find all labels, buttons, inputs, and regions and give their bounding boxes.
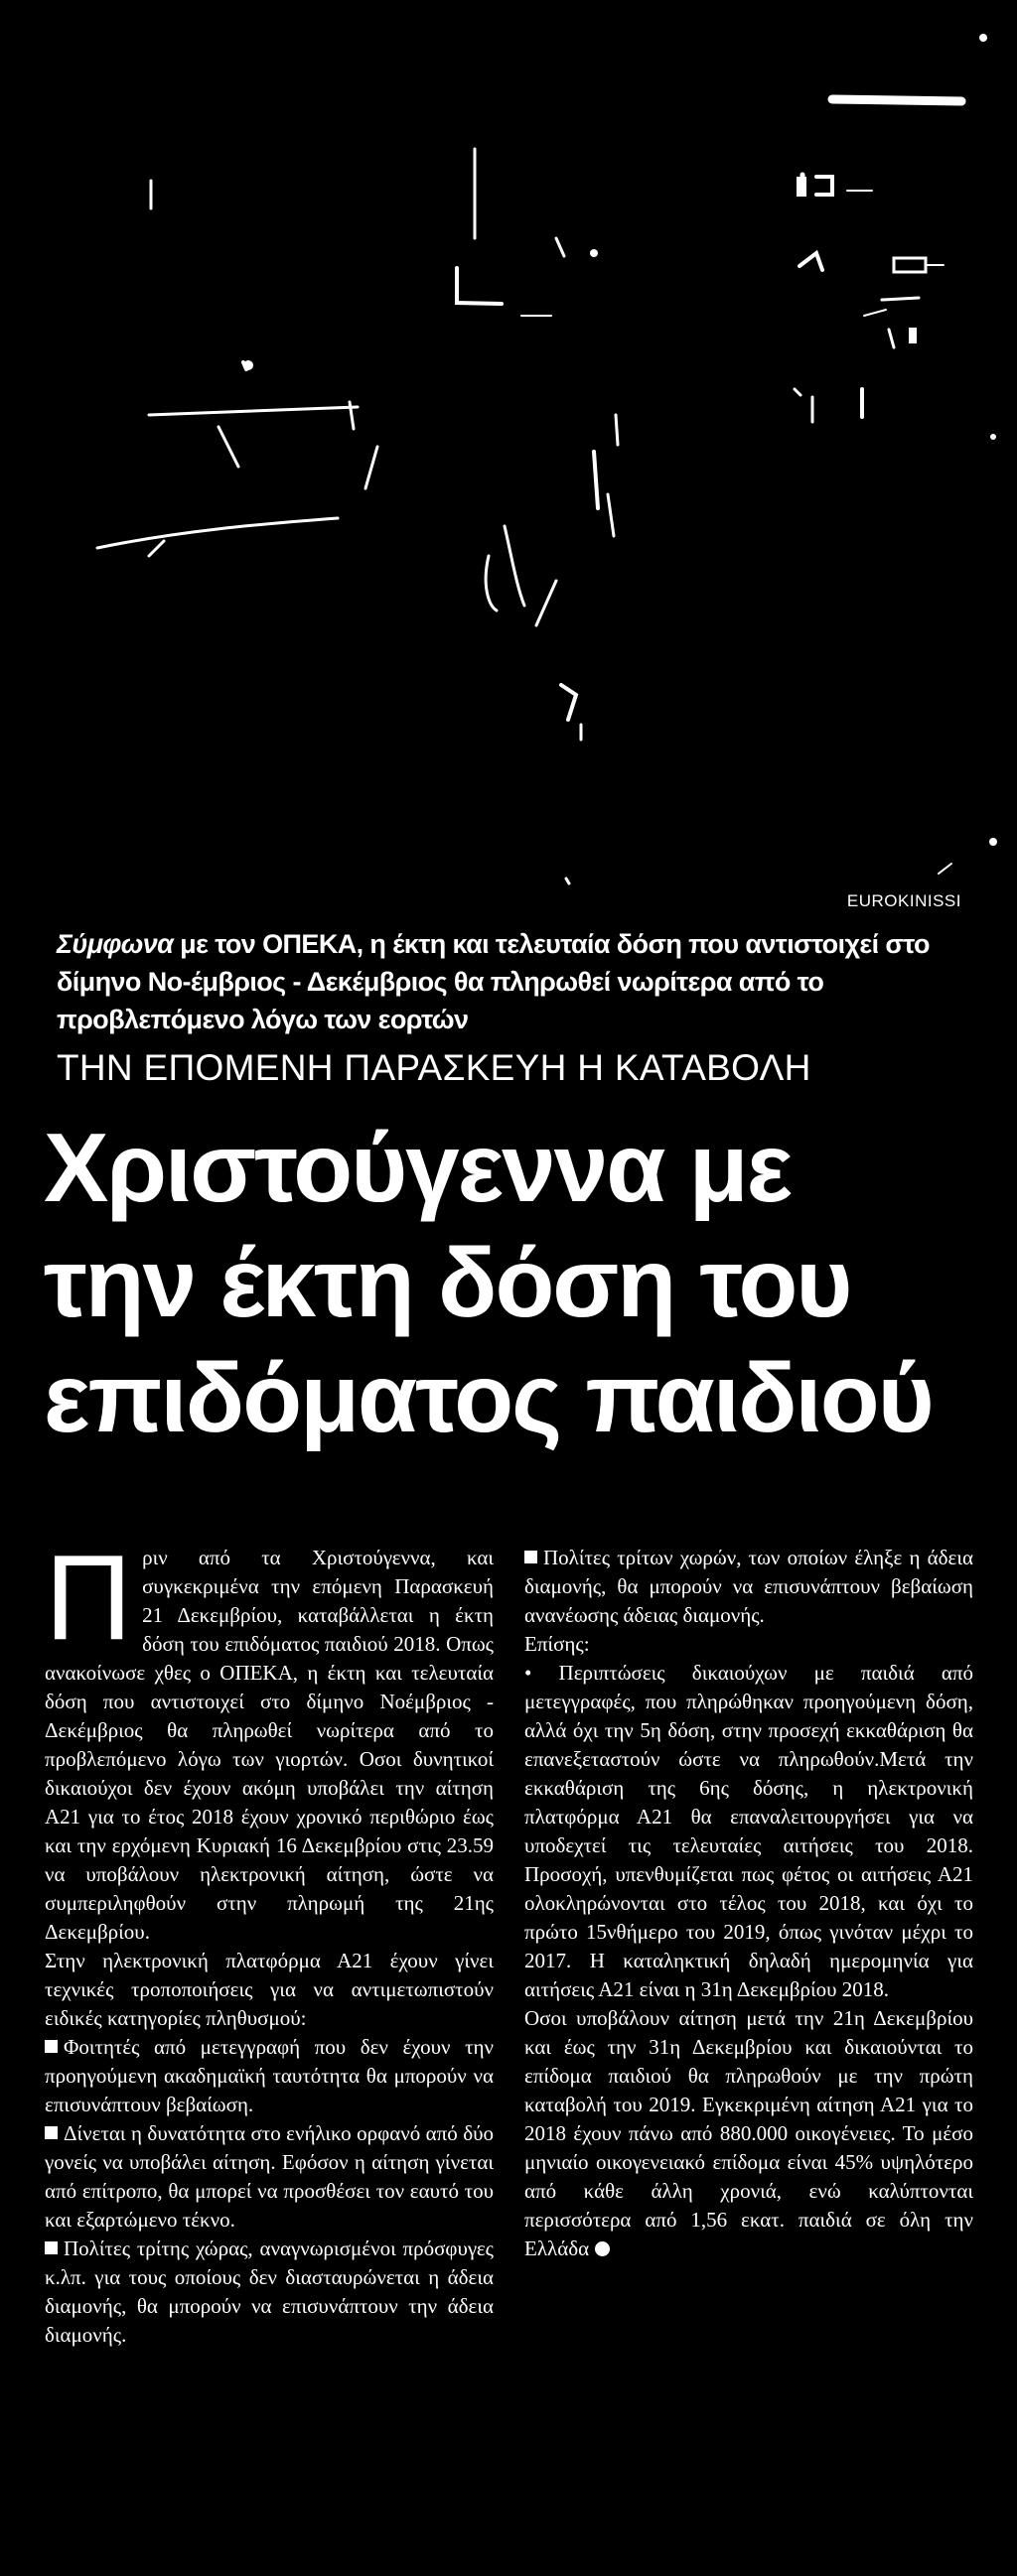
paragraph-intro-text: ριν από τα Χριστούγεννα, και συγκεκριμένα την επόμενη Παρασκευή 21 Δεκεμβρίου, καταβάλλεται η έκτη δόση του επιδόματος παιδιού 2018. Οπως ανακοίνωσε χθες ο ΟΠΕΚΑ, η έκτη και τελευταία δόση που αντιστοιχεί στο δίμηνο Νοέμβριος - Δεκέμβριος θα πληρωθεί νωρίτερα από το προβλεπόμενο λόγω των γιορτών. Οσοι δυνητικοί δικαιούχοι δεν έχουν ακόμη υποβάλει την αίτηση Α21 για το έτος 2018 έχουν χρονικό περιθώριο έως και την ερχόμενη Κυριακή 16 Δεκεμβρίου στις 23.59 να υποβάλουν ηλεκτρονική αίτηση, ώστε να συμπεριληφθούν στην πληρωμή της 21ης Δεκεμβρίου. — [45, 1546, 494, 1944]
bullet-students — [45, 2033, 494, 2119]
square-bullet-icon — [524, 1551, 537, 1563]
photo-credit: EUROKINISSI — [846, 891, 961, 910]
paragraph-transfers: • Περιπτώσεις δικαιούχων με παιδιά από μετεγγραφές, που πληρώθηκαν προηγούμενη δόση, αλλά όχι την 5η δόση, στην προσεχή εκκαθάριση θα επανεξεταστούν ώστε να πληρωθούν.Μετά την εκκαθάριση της 6ης δόσης, η ηλεκτρονική πλατφόρμα Α21 θα επαναλειτουργήσει για να υποδεχτεί τις τελευταίες αιτήσεις του 2018. Προσοχή, υπενθυμίζεται πως φέτος οι αιτήσεις Α21 ολοκληρώνονται στο τέλος του 2018, και όχι το πρώτο 15νθήμερο του 2019, όπως γινόταν μέχρι το 2017. Η καταληκτική δηλαδή ημερομηνία για αιτήσεις Α21 είναι η 31η Δεκεμβρίου 2018. — [524, 1661, 973, 2001]
column-left — [45, 1530, 494, 2350]
paragraph-intro — [45, 1530, 494, 1947]
bullet-refugees-text: Πολίτες τρίτης χώρας, αναγνωρισμένοι πρόσφυγες κ.λπ. για τους οποίους δεν διασταυρώνεται η άδεια διαμονής, θα μπορούν να επισυνάπτουν την άδεια διαμονής. — [45, 2237, 494, 2347]
caption-lead: Σύμφωνα — [57, 929, 174, 959]
paragraph-late-applications — [524, 2004, 973, 2263]
paragraph-also: Επίσης: — [524, 1632, 590, 1656]
end-mark-icon — [595, 2241, 610, 2256]
kicker: ΤΗΝ ΕΠΟΜΕΝΗ ΠΑΡΑΣΚΕΥΗ Η ΚΑΤΑΒΟΛΗ — [57, 1047, 811, 1088]
headline — [44, 1110, 997, 1455]
bullet-residence-text: Πολίτες τρίτων χωρών, των οποίων έληξε η άδεια διαμονής, θα μπορούν να επισυνάπτουν βεβαίωση ανανέωσης άδειας διαμονής. — [524, 1546, 973, 1627]
square-bullet-icon — [45, 2126, 58, 2139]
column-right — [524, 1544, 973, 2350]
article-body — [45, 1530, 973, 2350]
headline-line-1: Χριστούγεννα με — [44, 1113, 792, 1222]
article-photo — [0, 0, 1017, 898]
paragraph-platform: Στην ηλεκτρονική πλατφόρμα Α21 έχουν γίνει τεχνικές τροποποιήσεις για να αντιμετωπιστούν ειδικές κατηγορίες πληθυσμού: — [45, 1949, 494, 2030]
bullet-refugees — [45, 2235, 494, 2350]
bullet-orphans — [45, 2119, 494, 2235]
bullet-residence — [524, 1544, 973, 1630]
drop-cap: Π — [45, 1530, 133, 1665]
caption-text: με τον ΟΠΕΚΑ, η έκτη και τελευταία δόση που αντιστοιχεί στο δίμηνο Νο-έμβριος - Δεκέμβριος θα πληρωθεί νωρίτερα από το προβλεπόμενο λόγω των εορτών — [57, 929, 930, 1034]
photo-caption — [57, 925, 970, 1038]
bullet-students-text: Φοιτητές από μετεγγραφή που δεν έχουν την προηγούμενη ακαδημαϊκή ταυτότητα θα μπορούν να επισυνάπτουν βεβαίωση. — [45, 2035, 494, 2116]
square-bullet-icon — [45, 2040, 58, 2053]
paragraph-late-text: Οσοι υποβάλουν αίτηση μετά την 21η Δεκεμβρίου και έως την 31η Δεκεμβρίου και δικαιούνται το επίδομα παιδιού θα πληρωθούν με την πρώτη καταβολή του 2019. Εγκεκριμένη αίτηση Α21 για το 2018 έχουν πάνω από 880.000 οικογένειες. Το μέσο μηνιαίο οικογενειακό επίδομα είναι 45% υψηλότερο από κάθε άλλη χρονιά, ενώ καλύπτονται περισσότερα από 1,56 εκατ. παιδιά σε όλη την Ελλάδα — [524, 2006, 973, 2260]
square-bullet-icon — [45, 2241, 58, 2254]
headline-line-3: επιδόματος παιδιού — [44, 1343, 933, 1452]
headline-line-2: την έκτη δόση του — [44, 1228, 851, 1337]
bullet-orphans-text: Δίνεται η δυνατότητα στο ενήλικο ορφανό από δύο γονείς να υποβάλει αίτηση. Εφόσον η αίτηση γίνεται από επίτροπο, θα μπορεί να προσθέσει τον εαυτό του και εξαρτώμενο τέκνο. — [45, 2121, 494, 2232]
photo-image — [0, 0, 1017, 898]
